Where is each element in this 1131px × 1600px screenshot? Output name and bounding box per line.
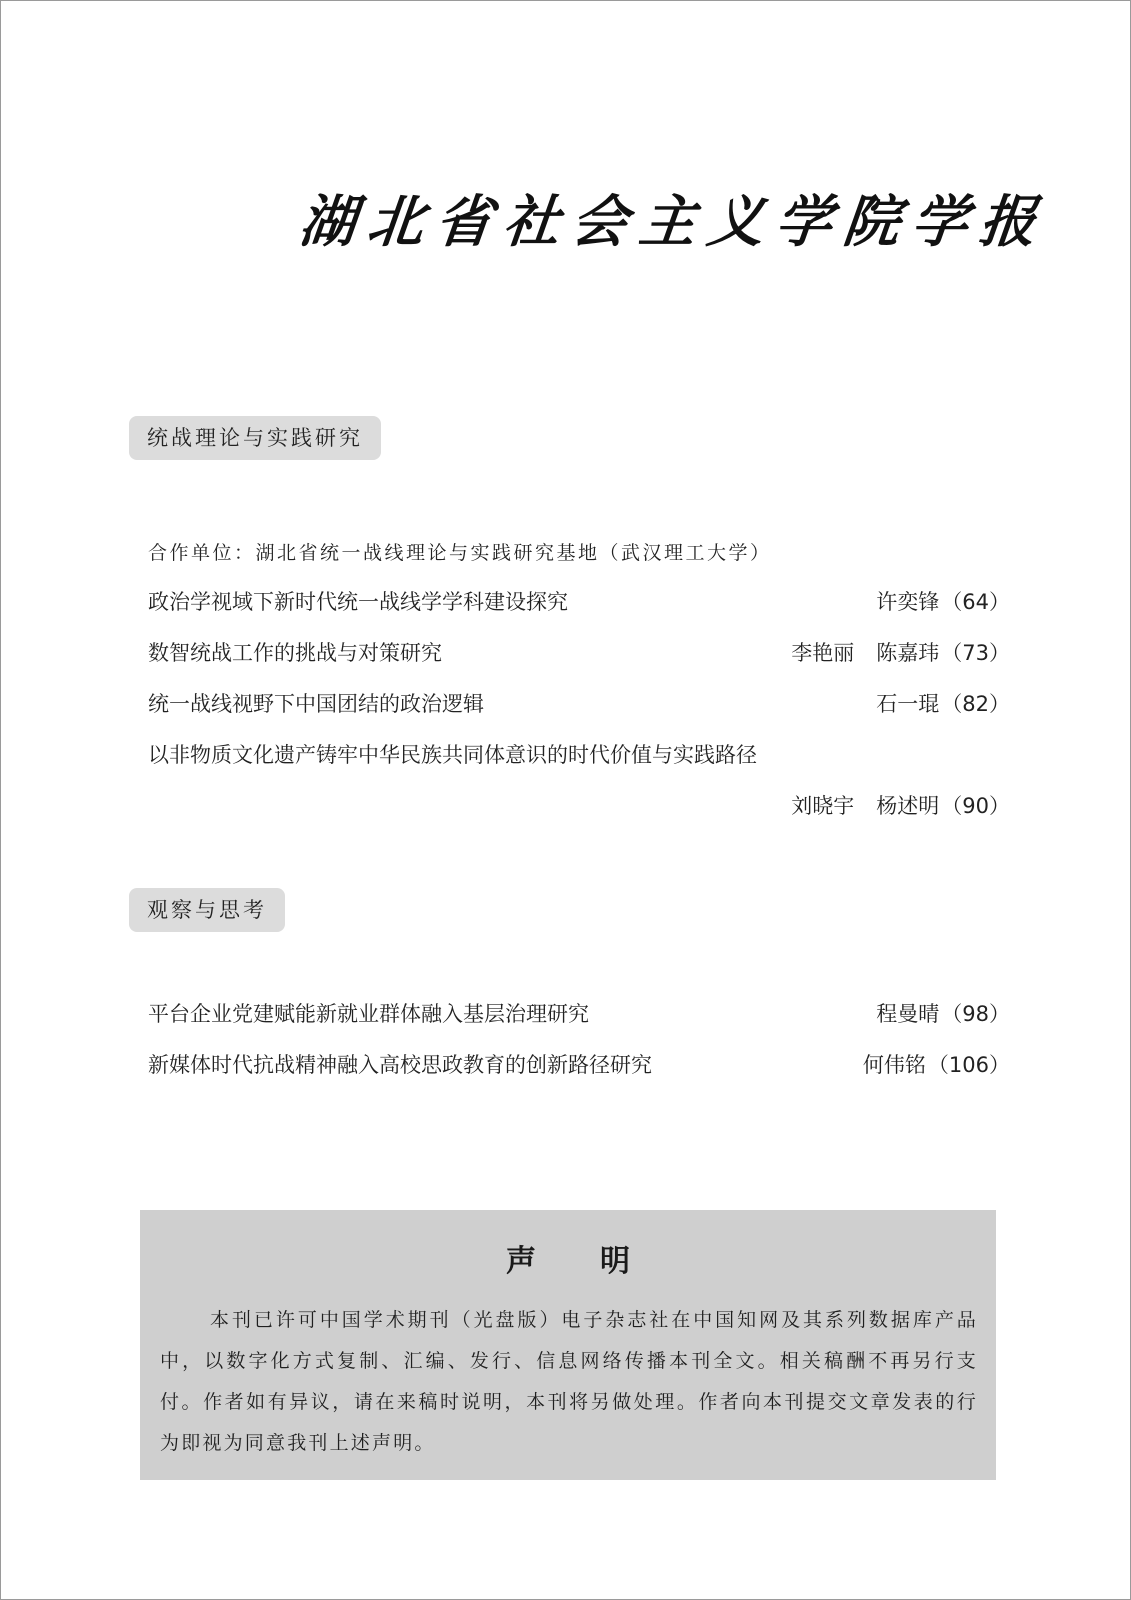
notice-body: 本刊已许可中国学术期刊（光盘版）电子杂志社在中国知网及其系列数据库产品中，以数字化方式复制、汇编、发行、信息网络传播本刊全文。相关稿酬不再另行支付。作者如有异议，请在来稿时说明，本刊将另做处理。作者向本刊提交文章发表的行为即视为同意我刊上述声明。 xyxy=(160,1309,978,1454)
toc-entry-author-line[interactable] xyxy=(148,790,1010,820)
toc-entry-page: （90） xyxy=(941,794,1010,818)
toc-entry-author: 刘晓宇 xyxy=(791,794,855,818)
toc-entry-title: 以非物质文化遗产铸牢中华民族共同体意识的时代价值与实践路径 xyxy=(148,743,757,767)
toc-entry-author: 李艳丽 xyxy=(791,641,855,665)
toc-entry-title: 数智统战工作的挑战与对策研究 xyxy=(148,641,442,665)
toc-entry-author: 何伟铭 xyxy=(862,1053,926,1077)
toc-entry-author: 石一琨 xyxy=(876,692,940,716)
toc-entry-author: 许奕锋 xyxy=(876,590,940,614)
toc-entry[interactable] xyxy=(148,1049,1010,1079)
toc-entry-page: （98） xyxy=(941,1002,1010,1026)
toc-entry-page: （82） xyxy=(941,692,1010,716)
section-tab-united-front: 统战理论与实践研究 xyxy=(129,416,381,460)
toc-entry[interactable] xyxy=(148,688,1010,718)
toc-entry[interactable] xyxy=(148,637,1010,667)
section-tab-observation: 观察与思考 xyxy=(129,888,285,932)
toc-entry-author: 陈嘉玮 xyxy=(876,641,940,665)
journal-masthead: 湖北省社会主义学院学报 xyxy=(296,189,1052,255)
toc-entry-page: （73） xyxy=(941,641,1010,665)
toc-entry[interactable] xyxy=(148,998,1010,1028)
toc-entry[interactable] xyxy=(148,586,1010,616)
toc-entry-title: 政治学视域下新时代统一战线学学科建设探究 xyxy=(148,590,568,614)
toc-entry-title: 平台企业党建赋能新就业群体融入基层治理研究 xyxy=(148,1002,589,1026)
toc-entry-page: （64） xyxy=(941,590,1010,614)
toc-entry-author: 程曼晴 xyxy=(876,1002,940,1026)
copyright-notice xyxy=(140,1210,996,1480)
cooperation-note: 合作单位：湖北省统一战线理论与实践研究基地（武汉理工大学） xyxy=(148,542,772,564)
toc-entry-title-line[interactable] xyxy=(148,739,1010,769)
toc-entry-title: 统一战线视野下中国团结的政治逻辑 xyxy=(148,692,484,716)
toc-entry-author: 杨述明 xyxy=(876,794,940,818)
notice-title: 声明 xyxy=(506,1244,694,1279)
toc-entry-title: 新媒体时代抗战精神融入高校思政教育的创新路径研究 xyxy=(148,1053,652,1077)
toc-entry-page: （106） xyxy=(927,1053,1010,1077)
